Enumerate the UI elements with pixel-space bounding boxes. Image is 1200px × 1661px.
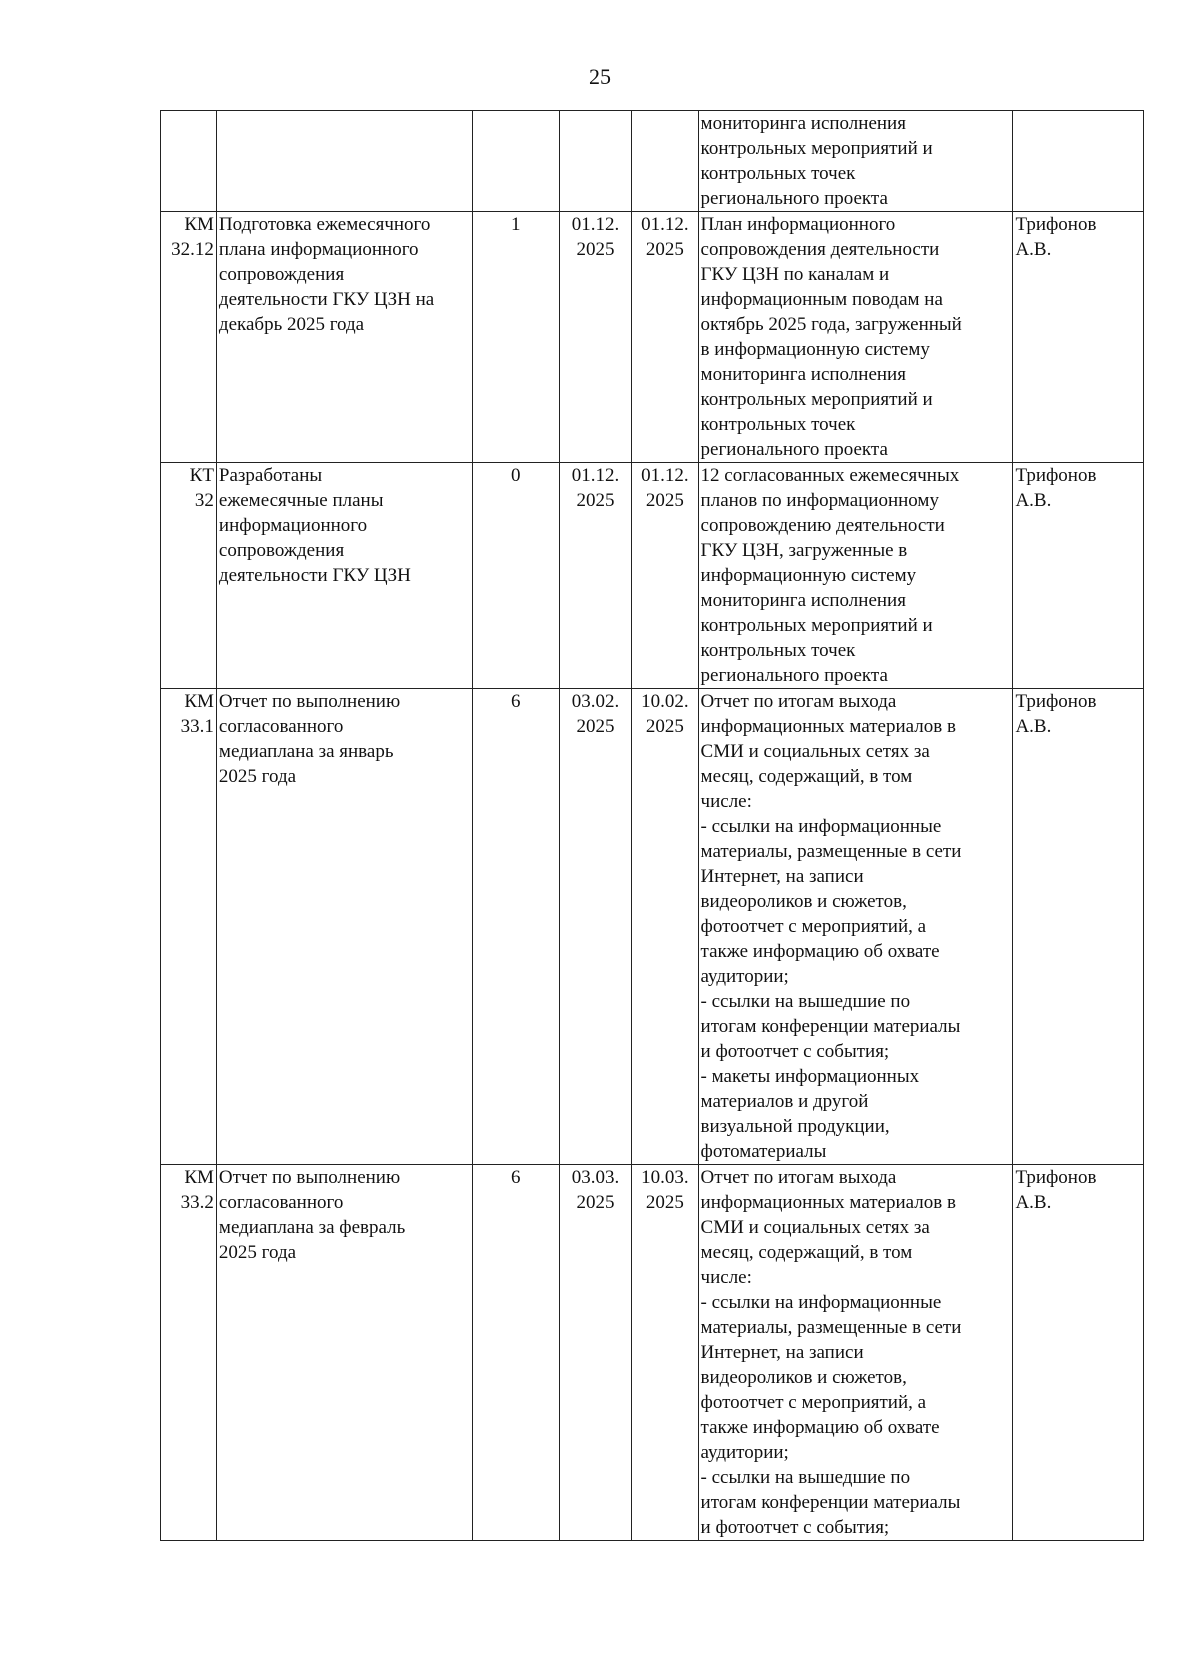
row-result-line: также информацию об охвате <box>700 941 940 962</box>
row-result-line: Отчет по итогам выхода <box>700 1167 897 1188</box>
table-row <box>161 1165 1144 1541</box>
row-name-line: 2025 года <box>218 1242 297 1263</box>
row-result-line: итогам конференции материалы <box>700 1492 961 1513</box>
row-name-line: Подготовка ежемесячного <box>218 214 431 235</box>
row-result-line: фотоотчет с мероприятий, а <box>700 916 927 937</box>
row-responsible-line: А.В. <box>1015 490 1052 511</box>
row-number <box>472 111 559 212</box>
row-name <box>216 111 472 212</box>
row-name <box>216 463 472 689</box>
row-result <box>698 1165 1013 1541</box>
row-result-line: ГКУ ЦЗН, загруженные в <box>700 540 908 561</box>
row-responsible <box>1013 111 1144 212</box>
row-result-line: и фотоотчет с события; <box>700 1041 890 1062</box>
row-result-line: ГКУ ЦЗН по каналам и <box>700 264 890 285</box>
row-number-line: 6 <box>511 691 521 712</box>
row-name-line: информационного <box>218 515 368 536</box>
row-result-line: также информацию об охвате <box>700 1417 940 1438</box>
row-start-date <box>559 689 632 1165</box>
row-result-line: видеороликов и сюжетов, <box>700 1367 907 1388</box>
row-start-date-line: 2025 <box>576 716 615 737</box>
row-result-line: - ссылки на информационные <box>700 1292 942 1313</box>
row-result-line: и фотоотчет с события; <box>700 1517 890 1538</box>
row-start-date-line: 2025 <box>576 490 615 511</box>
row-end-date <box>632 111 698 212</box>
row-result-line: 12 согласованных ежемесячных <box>700 465 960 486</box>
row-result-line: материалы, размещенные в сети <box>700 1317 962 1338</box>
row-responsible-line: А.В. <box>1015 716 1052 737</box>
row-result-line: контрольных мероприятий и <box>700 389 933 410</box>
row-code-line: КМ <box>184 1167 214 1188</box>
row-result-line: контрольных точек <box>700 414 856 435</box>
row-result-line: регионального проекта <box>700 665 888 686</box>
row-start-date <box>559 212 632 463</box>
row-number <box>472 212 559 463</box>
row-end-date-line: 10.02. <box>641 691 689 712</box>
row-number <box>472 1165 559 1541</box>
row-result-line: числе: <box>700 791 752 812</box>
row-responsible-line: Трифонов <box>1015 1167 1097 1188</box>
row-result-line: материалов и другой <box>700 1091 869 1112</box>
row-code-line: КТ <box>189 465 214 486</box>
row-start-date-line: 01.12. <box>571 214 620 235</box>
row-result-line: мониторинга исполнения <box>700 590 906 611</box>
row-name-line: сопровождения <box>218 264 345 285</box>
row-number-line: 0 <box>511 465 521 486</box>
row-code-line: 32 <box>194 490 214 511</box>
row-result-line: видеороликов и сюжетов, <box>700 891 907 912</box>
row-result-line: регионального проекта <box>700 439 888 460</box>
row-name-line: согласованного <box>218 1192 344 1213</box>
row-result-line: СМИ и социальных сетях за <box>700 741 930 762</box>
row-number <box>472 689 559 1165</box>
row-number-line: 1 <box>511 214 521 235</box>
row-start-date-line: 03.02. <box>571 691 620 712</box>
row-result-line: аудитории; <box>700 966 789 987</box>
row-result-line: сопровождению деятельности <box>700 515 945 536</box>
row-responsible <box>1013 689 1144 1165</box>
row-result-line: Отчет по итогам выхода <box>700 691 897 712</box>
row-name-line: декабрь 2025 года <box>218 314 365 335</box>
row-result-line: фотоотчет с мероприятий, а <box>700 1392 927 1413</box>
row-result-line: числе: <box>700 1267 752 1288</box>
row-end-date <box>632 212 698 463</box>
row-result-line: месяц, содержащий, в том <box>700 1242 913 1263</box>
row-end-date-line: 2025 <box>645 490 684 511</box>
row-result-line: Интернет, на записи <box>700 866 864 887</box>
row-result-line: регионального проекта <box>700 188 888 209</box>
row-name-line: Разработаны <box>218 465 323 486</box>
row-result-line: информационных материалов в <box>700 716 956 737</box>
row-result <box>698 463 1013 689</box>
row-name <box>216 1165 472 1541</box>
row-end-date-line: 2025 <box>645 716 684 737</box>
row-name-line: согласованного <box>218 716 344 737</box>
row-result-line: мониторинга исполнения <box>700 364 906 385</box>
row-result-line: материалы, размещенные в сети <box>700 841 962 862</box>
row-name <box>216 689 472 1165</box>
row-result <box>698 689 1013 1165</box>
table-row <box>161 463 1144 689</box>
row-start-date <box>559 111 632 212</box>
row-result-line: визуальной продукции, <box>700 1116 890 1137</box>
row-code <box>161 1165 217 1541</box>
row-start-date-line: 03.03. <box>571 1167 620 1188</box>
row-result-line: Интернет, на записи <box>700 1342 864 1363</box>
row-responsible <box>1013 1165 1144 1541</box>
row-code-line: 32.12 <box>171 239 214 260</box>
row-end-date-line: 2025 <box>645 1192 684 1213</box>
row-result-line: планов по информационному <box>700 490 939 511</box>
table-row <box>161 689 1144 1165</box>
row-result-line: - ссылки на информационные <box>700 816 942 837</box>
row-responsible-line: А.В. <box>1015 239 1052 260</box>
row-name-line: медиаплана за февраль <box>218 1217 406 1238</box>
row-name-line: ежемесячные планы <box>218 490 384 511</box>
plan-table <box>160 110 1144 1541</box>
row-responsible-line: Трифонов <box>1015 465 1097 486</box>
row-number-line: 6 <box>511 1167 521 1188</box>
row-name-line: плана информационного <box>218 239 419 260</box>
row-result-line: в информационную систему <box>700 339 930 360</box>
row-code-line: КМ <box>184 691 214 712</box>
row-result-line: - макеты информационных <box>700 1066 920 1087</box>
row-end-date <box>632 1165 698 1541</box>
row-code <box>161 111 217 212</box>
row-name-line: медиаплана за январь <box>218 741 394 762</box>
row-end-date-line: 2025 <box>645 239 684 260</box>
row-code <box>161 689 217 1165</box>
row-result-line: контрольных точек <box>700 163 856 184</box>
row-end-date <box>632 689 698 1165</box>
row-responsible-line: А.В. <box>1015 1192 1052 1213</box>
row-start-date-line: 2025 <box>576 1192 615 1213</box>
row-result-line: октябрь 2025 года, загруженный <box>700 314 962 335</box>
row-start-date-line: 01.12. <box>571 465 620 486</box>
row-result-line: - ссылки на вышедшие по <box>700 991 911 1012</box>
row-end-date <box>632 463 698 689</box>
row-end-date-line: 01.12. <box>641 214 689 235</box>
row-code <box>161 212 217 463</box>
row-name-line: деятельности ГКУ ЦЗН на <box>218 289 435 310</box>
row-name-line: 2025 года <box>218 766 297 787</box>
row-responsible-line: Трифонов <box>1015 691 1097 712</box>
row-result-line: фотоматериалы <box>700 1141 827 1162</box>
row-name-line: сопровождения <box>218 540 345 561</box>
row-code-line: 33.1 <box>180 716 214 737</box>
row-result <box>698 212 1013 463</box>
row-start-date <box>559 1165 632 1541</box>
row-end-date-line: 10.03. <box>641 1167 689 1188</box>
table-row <box>161 111 1144 212</box>
row-result <box>698 111 1013 212</box>
page-number: 25 <box>589 64 611 89</box>
row-result-line: информационных материалов в <box>700 1192 956 1213</box>
row-result-line: контрольных мероприятий и <box>700 615 933 636</box>
row-result-line: аудитории; <box>700 1442 789 1463</box>
row-name-line: деятельности ГКУ ЦЗН <box>218 565 411 586</box>
row-code <box>161 463 217 689</box>
table-row <box>161 212 1144 463</box>
row-result-line: СМИ и социальных сетях за <box>700 1217 930 1238</box>
row-result-line: - ссылки на вышедшие по <box>700 1467 911 1488</box>
row-start-date <box>559 463 632 689</box>
row-result-line: сопровождения деятельности <box>700 239 940 260</box>
row-result-line: месяц, содержащий, в том <box>700 766 913 787</box>
row-responsible-line: Трифонов <box>1015 214 1097 235</box>
row-responsible <box>1013 463 1144 689</box>
row-result-line: мониторинга исполнения <box>700 113 906 134</box>
row-number <box>472 463 559 689</box>
row-code-line: 33.2 <box>180 1192 214 1213</box>
row-name-line: Отчет по выполнению <box>218 1167 401 1188</box>
row-result-line: План информационного <box>700 214 896 235</box>
row-responsible <box>1013 212 1144 463</box>
row-result-line: контрольных мероприятий и <box>700 138 933 159</box>
row-code-line: КМ <box>184 214 214 235</box>
row-result-line: контрольных точек <box>700 640 856 661</box>
row-name-line: Отчет по выполнению <box>218 691 401 712</box>
row-name <box>216 212 472 463</box>
row-result-line: информационную систему <box>700 565 917 586</box>
row-result-line: итогам конференции материалы <box>700 1016 961 1037</box>
row-end-date-line: 01.12. <box>641 465 689 486</box>
row-start-date-line: 2025 <box>576 239 615 260</box>
row-result-line: информационным поводам на <box>700 289 943 310</box>
